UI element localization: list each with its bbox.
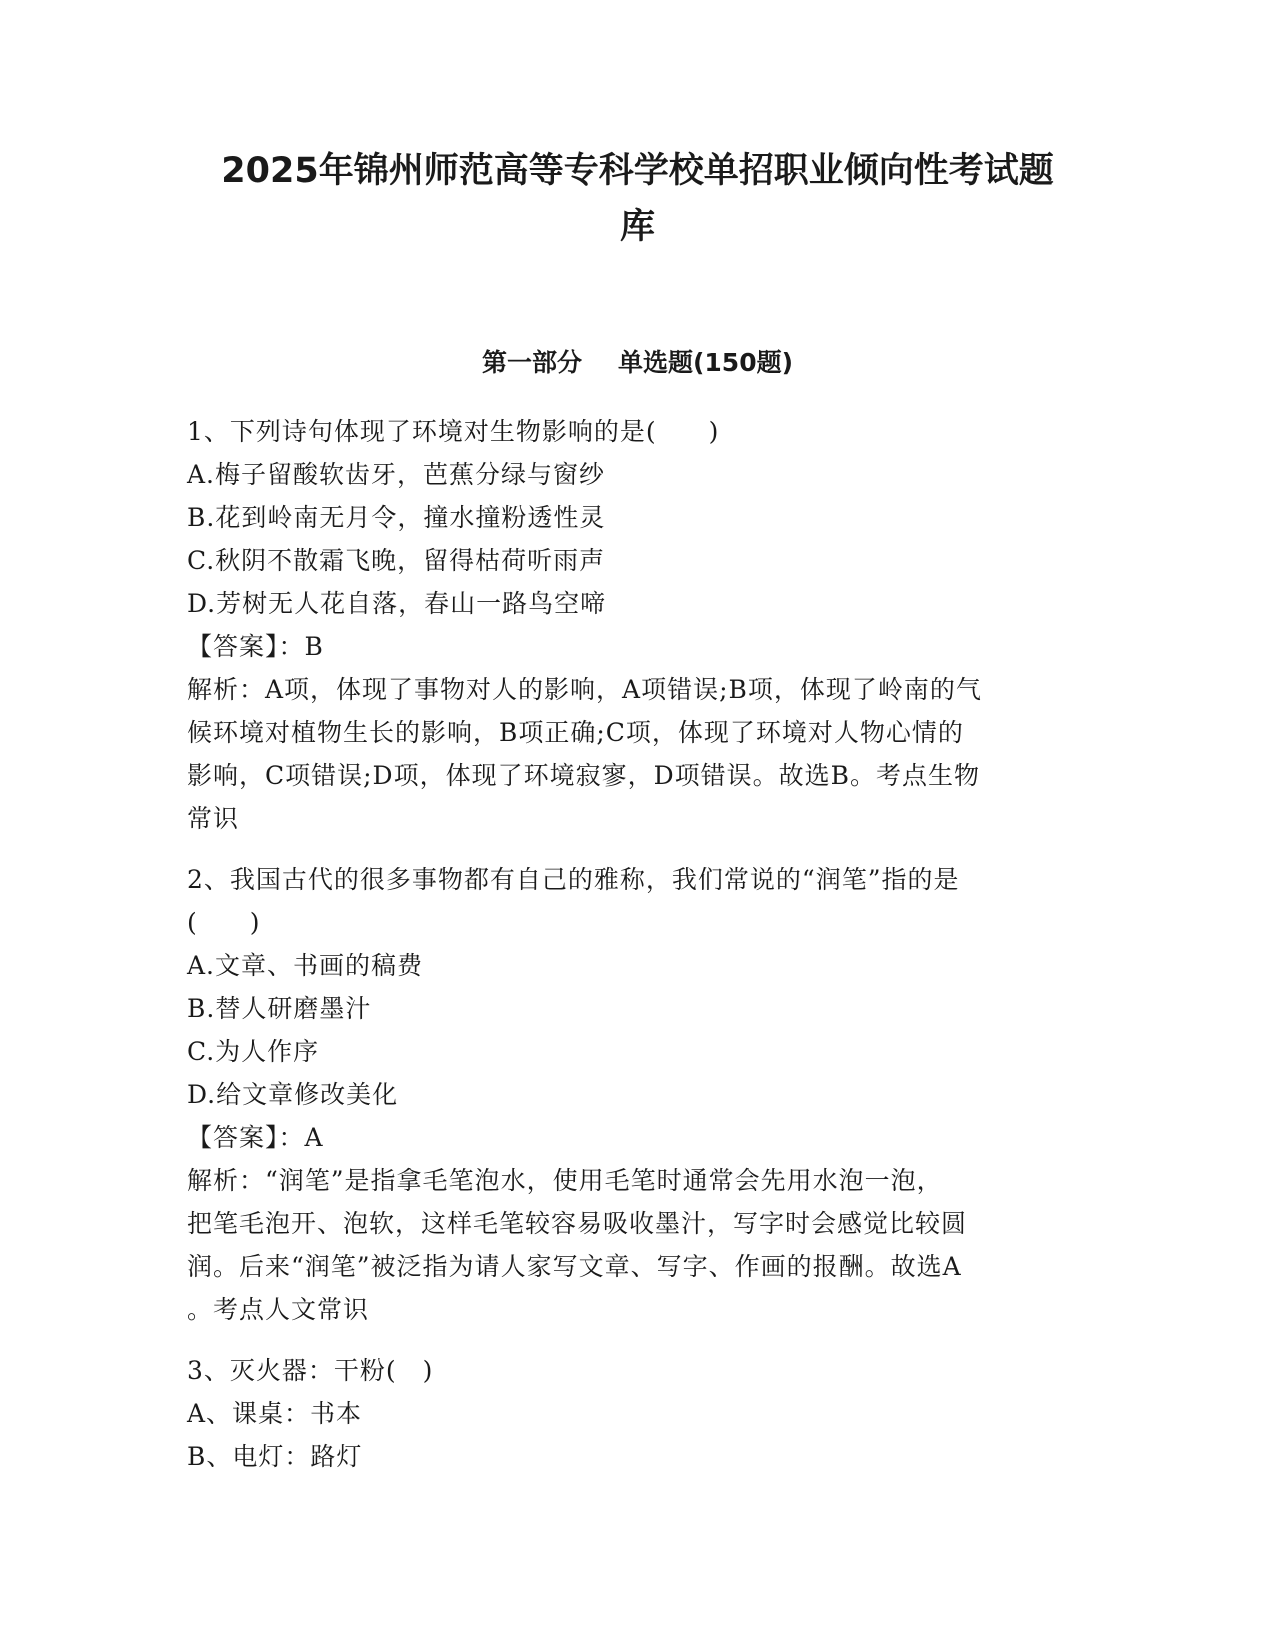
option-b: B、电灯：路灯 [187, 1442, 363, 1471]
option-c: C.秋阴不散霜飞晚，留得枯荷听雨声 [187, 546, 606, 575]
answer: 【答案】：A [187, 1123, 324, 1152]
analysis-line: 解析：A项，体现了事物对人的影响，A项错误;B项，体现了岭南的气 [187, 675, 982, 704]
option-d: D.芳树无人花自落，春山一路鸟空啼 [187, 589, 607, 618]
option-c: C.为人作序 [187, 1037, 320, 1066]
section-title [150, 347, 1125, 379]
question-3 [187, 1349, 1087, 1478]
document-title-line-1: 2025年锦州师范高等专科学校单招职业倾向性考试题 [221, 151, 1054, 191]
question-stem-continued: ( ) [187, 908, 261, 937]
analysis-line: 润。后来“润笔”被泛指为请人家写文章、写字、作画的报酬。故选A [187, 1252, 962, 1281]
option-a: A.文章、书画的稿费 [187, 951, 424, 980]
option-d: D.给文章修改美化 [187, 1080, 399, 1109]
question-2 [187, 858, 1087, 1331]
analysis-line: 候环境对植物生长的影响，B项正确;C项，体现了环境对人物心情的 [187, 718, 964, 747]
section-part: 第一部分 [481, 348, 582, 377]
option-b: B.花到岭南无月令，撞水撞粉透性灵 [187, 503, 606, 532]
answer: 【答案】：B [187, 632, 324, 661]
document-title-line-2: 库 [619, 207, 655, 247]
question-stem: 2、我国古代的很多事物都有自己的雅称，我们常说的“润笔”指的是 [187, 865, 960, 894]
option-b: B.替人研磨墨汁 [187, 994, 372, 1023]
document-title [150, 143, 1125, 255]
question-stem: 1、下列诗句体现了环境对生物影响的是( ) [187, 417, 720, 446]
analysis-line: 解析：“润笔”是指拿毛笔泡水，使用毛笔时通常会先用水泡一泡， [187, 1166, 943, 1195]
analysis-line: 把笔毛泡开、泡软，这样毛笔较容易吸收墨汁，写字时会感觉比较圆 [187, 1209, 968, 1238]
analysis-line: 常识 [187, 804, 240, 833]
option-a: A、课桌：书本 [187, 1399, 363, 1428]
analysis-line: 。考点人文常识 [187, 1295, 370, 1324]
option-a: A.梅子留酸软齿牙，芭蕉分绿与窗纱 [187, 460, 606, 489]
analysis-line: 影响，C项错误;D项，体现了环境寂寥，D项错误。故选B。考点生物 [187, 761, 981, 790]
section-name: 单选题(150题) [617, 348, 794, 377]
question-1 [187, 410, 1087, 840]
question-list [187, 410, 1087, 1496]
question-stem: 3、灭火器：干粉( ) [187, 1356, 434, 1385]
